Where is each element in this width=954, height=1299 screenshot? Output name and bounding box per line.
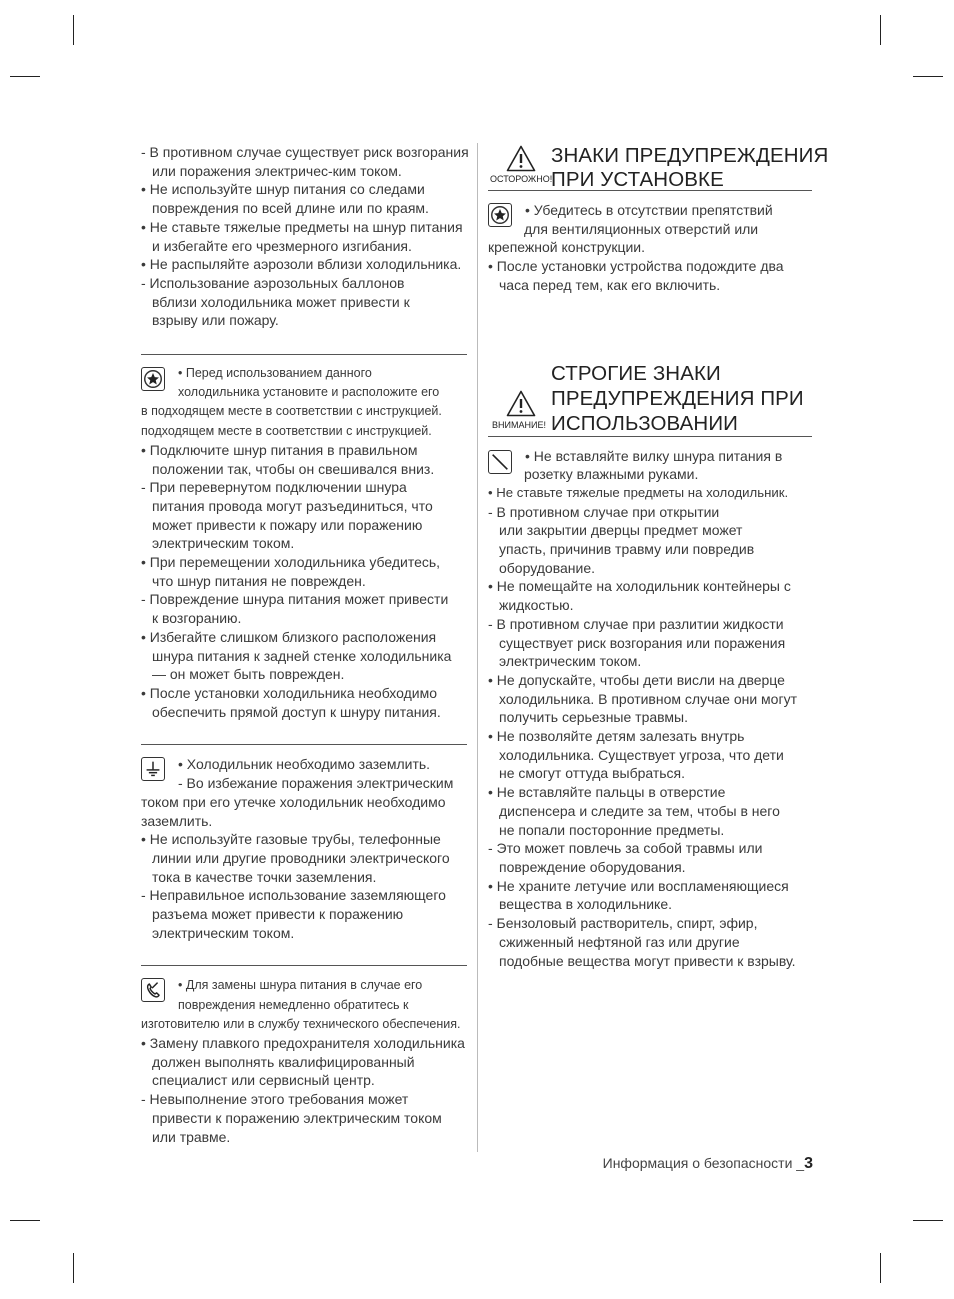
list-item: жидкостью. (499, 597, 574, 614)
ground-block (141, 745, 467, 942)
list-item: упасть, причинив травму или повредив (499, 541, 755, 558)
prohibited-icon (488, 450, 512, 474)
list-item: - При перевернутом подключении шнура (141, 479, 407, 496)
list-item: к возгоранию. (152, 610, 242, 627)
warning-label: ВНИМАНИЕ! (492, 419, 546, 430)
star-note-line: в подходящем месте в соответствии с инструкцией. (141, 404, 442, 419)
list-item: часа перед тем, как его включить. (499, 276, 721, 293)
list-item: или закрытии дверцы предмет может (499, 522, 743, 539)
list-item: электрическим током. (152, 924, 295, 941)
list-item: • Не используйте шнур питания со следами (141, 181, 425, 198)
list-item: не попали посторонние предметы. (499, 821, 725, 838)
section-title: СТРОГИЕ ЗНАКИ (551, 361, 721, 385)
crop-mark (880, 1253, 881, 1283)
list-item: • Убедитесь в отсутствии препятствий (525, 202, 773, 218)
list-item: - В противном случае при разлитии жидкости (488, 615, 784, 632)
phone-block (141, 966, 467, 1146)
crop-mark (913, 76, 943, 77)
list-item: • Не помещайте на холодильник контейнеры с (488, 578, 791, 595)
star-icon (488, 203, 512, 227)
warning-triangle-icon (506, 390, 536, 417)
section-title: ПРИ УСТАНОВКЕ (551, 168, 724, 191)
list-item: оборудование. (499, 559, 596, 576)
list-item: не смогут оттуда выбраться. (499, 765, 686, 782)
list-item: заземлить. (141, 812, 213, 829)
list-item: • Не вставляйте пальцы в отверстие (488, 784, 726, 801)
list-item: повреждения по всей длине или по краям. (152, 200, 429, 217)
list-item: • Не вставляйте вилку шнура питания в (525, 447, 783, 464)
section-title: ПРЕДУПРЕЖДЕНИЯ ПРИ (551, 386, 804, 410)
star-note-line: подходящем месте в соответствии с инструкцией. (141, 423, 432, 438)
list-item: - Это может повлечь за собой травмы или (488, 840, 763, 857)
list-item: электрическим током. (152, 535, 295, 552)
list-item: розетку влажными руками. (524, 466, 699, 483)
crop-mark (880, 15, 881, 45)
list-item: или травме. (152, 1128, 231, 1145)
list-item: шнура питания к задней стенке холодильника (152, 647, 452, 664)
left-column (141, 143, 467, 1146)
list-item: сжиженный нефтяной газ или другие (499, 933, 740, 950)
list-item: получить серьезные травмы. (499, 709, 689, 726)
usage-block (488, 437, 812, 971)
section-header-installation (488, 143, 829, 191)
page-footer (603, 1155, 813, 1173)
warning-triangle-icon (506, 145, 536, 172)
list-item: диспенсера и следите за тем, чтобы в него (499, 802, 780, 819)
list-item: - Неправильное использование заземляющего (141, 887, 446, 904)
star-note-line: холодильника установите и расположите его (178, 385, 440, 400)
list-item: • После установки устройства подождите два (488, 258, 784, 275)
list-item: повреждение оборудования. (499, 858, 686, 875)
crop-mark (73, 15, 74, 45)
list-item: • После установки холодильника необходимо (141, 684, 437, 701)
list-item: • При перемещении холодильника убедитесь, (141, 554, 441, 571)
list-item: - В противном случае при открытии (488, 503, 720, 520)
list-item: привести к поражению электрическим током (152, 1109, 442, 1126)
phone-note-line: • Для замены шнура питания в случае его (178, 978, 423, 993)
page-number: 3 (804, 1155, 813, 1172)
installation-block (488, 191, 812, 295)
phone-note-line: повреждения немедленно обратитесь к (178, 997, 409, 1012)
footer-label: Информация о безопасности _ (602, 1155, 805, 1171)
list-item: взрыву или пожару. (152, 312, 279, 329)
list-item: - Использование аэрозольных баллонов (141, 274, 405, 291)
list-item: обеспечить прямой доступ к шнуру питания. (152, 703, 441, 720)
list-item: • Холодильник необходимо заземлить. (178, 756, 431, 773)
phone-icon (141, 978, 165, 1002)
list-item: • Не позволяйте детям залезать внутрь (488, 728, 745, 745)
list-item: • Подключите шнур питания в правильном (141, 441, 418, 458)
list-item: должен выполнять квалифицированный (152, 1053, 415, 1070)
list-item: электрическим током. (499, 653, 642, 670)
list-item: положении так, чтобы он свешивался вниз. (152, 460, 435, 477)
warning-label: ОСТОРОЖНО! (490, 174, 553, 184)
list-item: • Не ставьте тяжелые предметы на холодильник. (488, 484, 789, 500)
list-item: что шнур питания не поврежден. (152, 572, 366, 589)
list-item: крепежной конструкции. (488, 239, 646, 256)
list-item: холодильника. В противном случае они могут (499, 690, 797, 707)
phone-note-line: изготовителю или в службу технического обеспечения. (141, 1016, 461, 1031)
list-item: холодильника. Существует угроза, что дети (499, 746, 784, 763)
crop-mark (73, 1253, 74, 1283)
list-item: вблизи холодильника может привести к (152, 293, 410, 310)
list-item: - Бензоловый растворитель, спирт, эфир, (488, 915, 758, 932)
list-item: • Не распыляйте аэрозоли вблизи холодильника. (141, 256, 462, 273)
intro-list (141, 143, 467, 330)
list-item: • Не храните летучие или воспламеняющиеся (488, 877, 789, 894)
crop-mark (10, 76, 40, 77)
list-item: для вентиляционных отверстий или (524, 220, 759, 237)
list-item: • Не ставьте тяжелые предметы на шнур питания (141, 218, 463, 235)
list-item: • Не используйте газовые трубы, телефонные (141, 831, 441, 848)
list-item: — он может быть поврежден. (152, 666, 345, 683)
list-item: тока в качестве точки заземления. (152, 868, 377, 885)
list-item: - Повреждение шнура питания может привести (141, 591, 449, 608)
crop-mark (913, 1220, 943, 1221)
section-title: ЗНАКИ ПРЕДУПРЕЖДЕНИЯ (551, 144, 829, 167)
list-item: - В противном случае существует риск возгорания (141, 144, 469, 160)
list-item: • Избегайте слишком близкого расположения (141, 628, 437, 645)
right-column (488, 143, 829, 970)
list-item: • Замену плавкого предохранителя холодильника (141, 1035, 465, 1052)
list-item: подобные вещества могут привести к взрыву. (499, 952, 796, 969)
list-item: или поражения электричес-ким током. (152, 162, 402, 179)
list-item: специалист или сервисный центр. (152, 1072, 375, 1089)
star-icon (141, 367, 165, 391)
list-item: • Не допускайте, чтобы дети висли на дверце (488, 671, 785, 688)
crop-mark (10, 1220, 40, 1221)
star-block (141, 355, 467, 721)
list-item: и избегайте его чрезмерного изгибания. (152, 237, 412, 254)
list-item: - Невыполнение этого требования может (141, 1091, 409, 1108)
list-item: - Во избежание поражения электрическим (178, 775, 454, 792)
section-header-usage (488, 351, 812, 437)
list-item: линии или другие проводники электрического (152, 849, 450, 866)
list-item: питания провода могут разъединиться, что (152, 497, 433, 514)
list-item: разъема может привести к поражению (152, 906, 404, 923)
column-divider (477, 143, 478, 1152)
list-item: существует риск возгорания или поражения (499, 634, 786, 651)
list-item: током при его утечке холодильник необходимо (141, 793, 446, 810)
section-title: ИСПОЛЬЗОВАНИИ (551, 411, 739, 435)
star-note-line: • Перед использованием данного (178, 366, 372, 381)
list-item: может привести к пожару или поражению (152, 516, 423, 533)
list-item: вещества в холодильнике. (499, 896, 672, 913)
ground-icon (141, 757, 165, 781)
